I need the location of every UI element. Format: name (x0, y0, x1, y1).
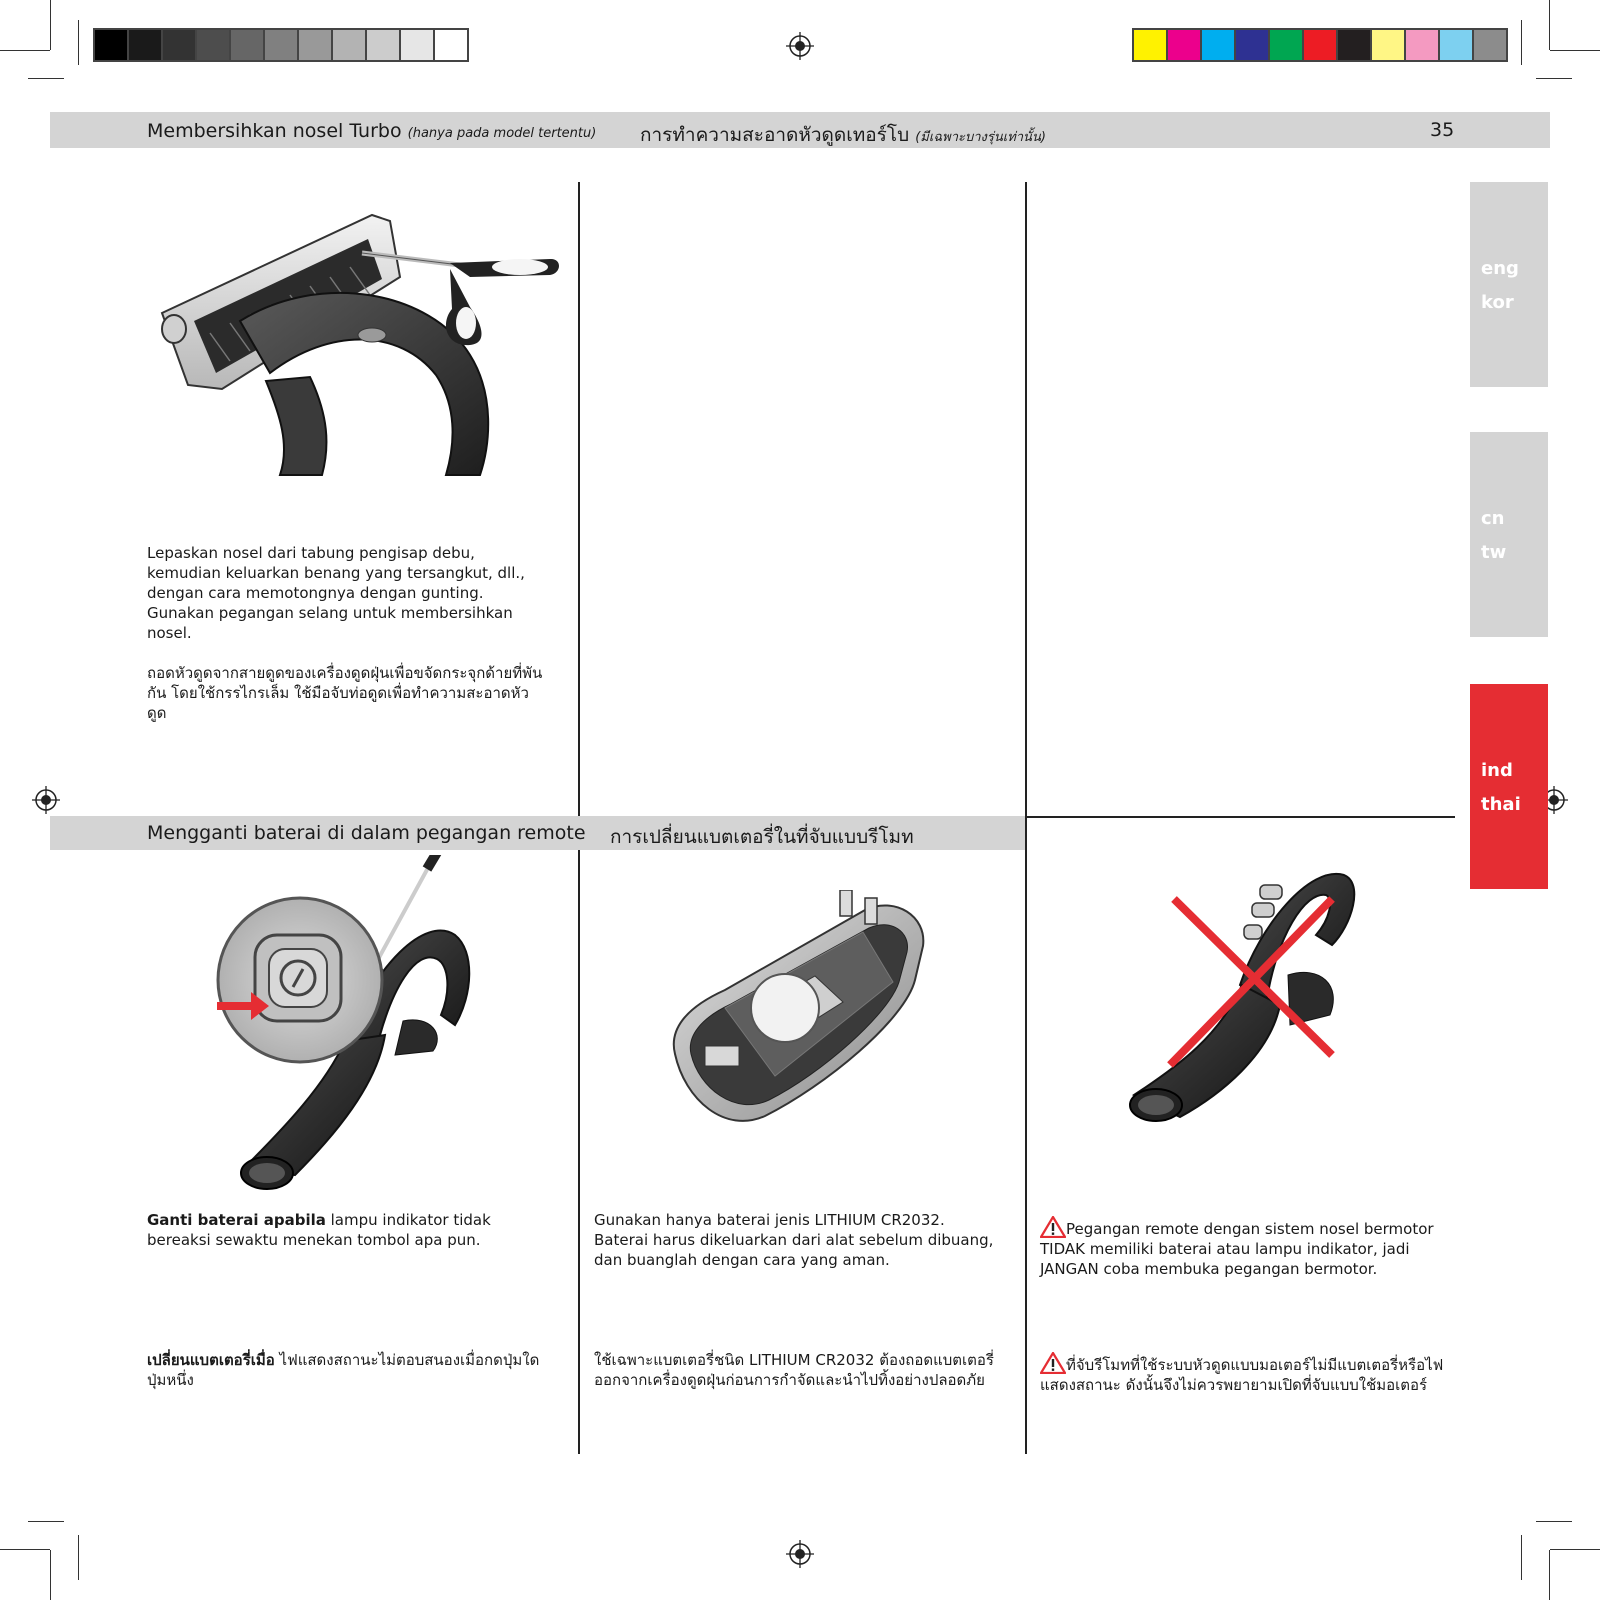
col1-rest-ind: lampu indikator tidak bereaksi sewaktu menekan tombol apa pun. (147, 1211, 491, 1249)
crop-mark (1536, 1521, 1572, 1522)
registration-mark-icon (786, 1540, 814, 1568)
column-divider (1025, 182, 1027, 1454)
warning-icon (1040, 1216, 1066, 1238)
title-ind-text: Membersihkan nosel Turbo (147, 120, 402, 142)
col1-bold-ind: Ganti baterai apabila (147, 1211, 326, 1229)
color-swatch (195, 28, 231, 62)
remote-handle-screwdriver-image (205, 855, 505, 1195)
col1-bold-thai: เปลี่ยนแบตเตอรี่เมื่อ (147, 1351, 275, 1369)
color-swatch (1404, 28, 1440, 62)
color-swatch (93, 28, 129, 62)
tab-label: thai (1481, 794, 1521, 815)
page-number: 35 (1430, 119, 1455, 141)
crop-mark (1550, 1549, 1600, 1550)
color-swatch (399, 28, 435, 62)
tab-label: cn (1481, 508, 1505, 529)
color-swatch (1336, 28, 1372, 62)
battery-compartment-image (665, 890, 935, 1130)
section2-title-ind: Mengganti baterai di dalam pegangan remote (147, 822, 586, 844)
color-swatch (1132, 28, 1168, 62)
tab-eng-kor[interactable] (1470, 182, 1548, 387)
color-swatch (1370, 28, 1406, 62)
turbo-nozzle-scissors-image (150, 205, 570, 485)
crop-mark (50, 0, 51, 50)
tab-label: tw (1481, 542, 1507, 563)
section-divider (1025, 816, 1455, 818)
section2-col2-text-thai: ใช้เฉพาะแบตเตอรี่ชนิด LITHIUM CR2032 ต้องถอดแบตเตอรี่ออกจากเครื่องดูดฝุ่นก่อนการกำจัดและนำไปทิ้งอย่างปลอดภัย (594, 1351, 994, 1389)
tab-label: ind (1481, 760, 1513, 781)
crop-mark (1536, 78, 1572, 79)
tab-ind-thai[interactable] (1470, 684, 1548, 889)
section2-col1-text-ind (147, 1210, 557, 1250)
color-swatch (1268, 28, 1304, 62)
section2-col3-text-ind (1040, 1216, 1450, 1279)
color-swatch (297, 28, 333, 62)
crop-mark (1550, 50, 1600, 51)
section-title-ind (147, 120, 596, 142)
crop-mark (78, 1535, 79, 1580)
color-swatch (1302, 28, 1338, 62)
color-swatch (1438, 28, 1474, 62)
color-swatch (1472, 28, 1508, 62)
crop-mark (0, 50, 50, 51)
title-ind-note: (hanya pada model tertentu) (407, 126, 597, 141)
title-thai-note: (มีเฉพาะบางรุ่นเท่านั้น) (915, 130, 1046, 145)
section1-text-ind: Lepaskan nosel dari tabung pengisap debu, kemudian keluarkan benang yang tersangkut, dll., dengan cara memotongnya dengan gunting. Gunakan pegangan selang untuk membersihkan nosel. (147, 544, 525, 642)
color-swatch (365, 28, 401, 62)
tab-label: eng (1481, 258, 1519, 279)
color-swatch (331, 28, 367, 62)
section2-col3-text-thai (1040, 1352, 1450, 1395)
section2-title-thai: การเปลี่ยนแบตเตอรี่ในที่จับแบบรีโมท (610, 826, 914, 848)
tab-cn-tw[interactable] (1470, 432, 1548, 637)
color-swatch (1200, 28, 1236, 62)
crop-mark (28, 1521, 64, 1522)
registration-mark-icon (786, 32, 814, 60)
motorised-handle-crossed-image (1120, 855, 1370, 1130)
section2-col2-text-ind: Gunakan hanya baterai jenis LITHIUM CR2032. Baterai harus dikeluarkan dari alat sebelum dibuang, dan buanglah dengan cara yang aman. (594, 1211, 994, 1269)
section1-text-thai: ถอดหัวดูดจากสายดูดของเครื่องดูดฝุ่นเพื่อขจัดกระจุกด้ายที่พันกัน โดยใช้กรรไกรเล็ม ใช้มือจับท่อดูดเพื่อทำความสะอาดหัวดูด (147, 664, 543, 722)
crop-mark (1549, 1550, 1550, 1600)
col1-rest-thai: ไฟแสดงสถานะไม่ตอบสนองเมื่อกดปุ่มใดปุ่มหนึ่ง (147, 1351, 540, 1389)
color-swatch (127, 28, 163, 62)
crop-mark (1521, 20, 1522, 65)
col3-text-ind: Pegangan remote dengan sistem nosel bermotor TIDAK memiliki baterai atau lampu indikator, jadi JANGAN coba membuka pegangan bermotor. (1040, 1220, 1434, 1278)
tab-label: kor (1481, 292, 1514, 313)
section2-col1-text-thai (147, 1350, 557, 1390)
section-title-thai (640, 120, 1046, 150)
crop-mark (0, 1549, 50, 1550)
crop-mark (1521, 1535, 1522, 1580)
warning-icon (1040, 1352, 1066, 1374)
crop-mark (78, 20, 79, 65)
color-swatch (161, 28, 197, 62)
color-swatch (433, 28, 469, 62)
color-swatch (1166, 28, 1202, 62)
color-swatch (1234, 28, 1270, 62)
color-swatch (263, 28, 299, 62)
title-thai-text: การทำความสะอาดหัวดูดเทอร์โบ (640, 124, 910, 146)
crop-mark (50, 1550, 51, 1600)
registration-mark-icon (32, 786, 60, 814)
col3-text-thai: ที่จับรีโมทที่ใช้ระบบหัวดูดแบบมอเตอร์ไม่มีแบตเตอรี่หรือไฟแสดงสถานะ ดังนั้นจึงไม่ควรพยายามเปิดที่จับแบบใช้มอเตอร์ (1040, 1356, 1444, 1394)
crop-mark (1549, 0, 1550, 50)
crop-mark (28, 78, 64, 79)
color-swatch (229, 28, 265, 62)
